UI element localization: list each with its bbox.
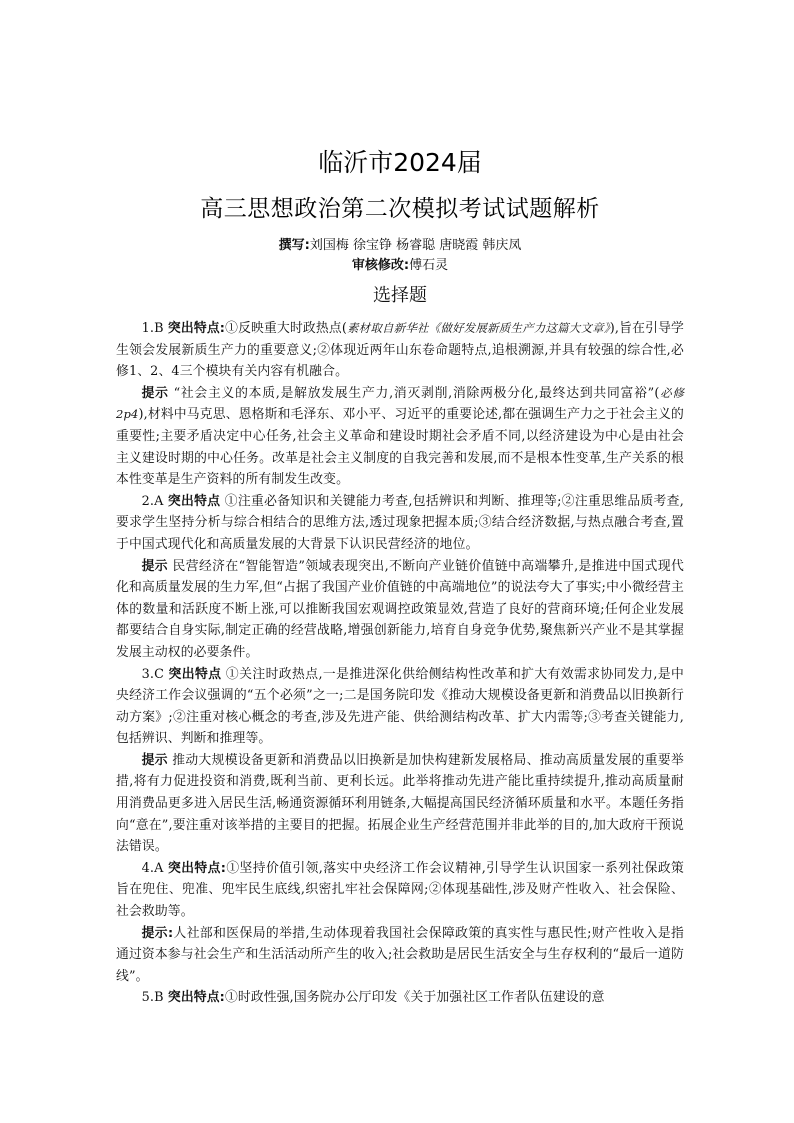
source-note: 必修2p4 — [116, 385, 684, 422]
hint-label: 提示 — [141, 385, 169, 401]
item-2-feature — [116, 491, 684, 556]
item-2-hint — [116, 556, 684, 664]
item-3-feature — [116, 664, 684, 750]
item-3-hint — [116, 750, 684, 858]
feature-text: ①反映重大时政热点( — [225, 321, 347, 336]
feature-text: ①关注时政热点,一是推进深化供给侧结构性改革和扩大有效需求协同发力,是中央经济工作会议强调的“五个必须”之一;二是国务院印发《推动大规模设备更新和消费品以旧换新行动方案》;②注重对核心概念的考查,涉及先进产能、供给测结构改革、扩大内需等;③考查关键能力,包括辨识、判断和推理等。 — [116, 666, 685, 747]
feature-label: 突出特点 — [167, 493, 221, 509]
hint-label: 提示 — [141, 752, 168, 768]
hint-label: 提示: — [141, 925, 174, 941]
source-note: 素材取自新华社《做好发展新质生产力这篇大文章》 — [346, 321, 610, 335]
item-number: 5.B — [141, 990, 164, 1006]
hint-text: 人社部和医保局的举措,生动体现着我国社会保障政策的真实性与惠民性;财产性收入是指通过资本参与社会生产和生活活动所产生的收入;社会救助是居民生活安全与生存权利的“最后一道防线”。 — [116, 925, 684, 984]
item-number: 3.C — [141, 666, 165, 682]
item-1-feature — [116, 318, 684, 383]
feature-label: 突出特点 — [168, 666, 222, 682]
item-number: 1.B — [141, 321, 164, 336]
authors: 刘国梅 徐宝铮 杨睿聪 唐晓霞 韩庆凤 — [309, 238, 522, 253]
item-4-feature — [116, 858, 684, 923]
feature-label: 突出特点: — [167, 321, 226, 336]
section-title: 选择题 — [373, 285, 427, 306]
hint-text: 推动大规模设备更新和消费品以旧换新是加快构建新发展格局、推动高质量发展的重要举措,将有力促进投资和消费,既利当前、更利长远。此举将推动先进产能比重持续提升,推动高质量耐用消费品更多进入居民生活,畅通资源循环利用链条,大幅提高国民经济循环质量和水平。本题任务指向“意在”,要注重对该举措的主要目的把握。拓展企业生产经营范围并非此举的目的,加大政府干预说法错误。 — [116, 752, 684, 855]
item-4-hint — [116, 923, 684, 988]
hint-label: 提示 — [141, 558, 169, 574]
hint-text: 民营经济在“智能智造”领域表现突出,不断向产业链价值链中高端攀升,是推进中国式现代化和高质量发展的生力军,但“占据了我国产业价值链的中高端地位”的说法夸大了事实;中小微经营主体的数量和活跃度不断上涨,可以推断我国宏观调控政策显效,营造了良好的营商环境;任何企业发展都要结合自身实际,制定正确的经营战略,增强创新能力,培育自身竞争优势,聚焦新兴产业不是其掌握发展主动权的必要条件。 — [116, 558, 684, 660]
hint-text: ),材料中马克思、恩格斯和毛泽东、邓小平、习近平的重要论述,都在强调生产力之于社会主义的重要性;主要矛盾决定中心任务,社会主义革命和建设时期社会矛盾不同,以经济建设为中心是由社会主义建设时期的中心任务。改革是社会主义制度的自我完善和发展,而不是根本性变革,生产关系的根本性变革是生产资料的所有制发生改变。 — [116, 407, 684, 488]
item-1-hint — [116, 383, 684, 491]
hint-text: “社会主义的本质,是解放发展生产力,消灭剥削,消除两极分化,最终达到共同富裕”( — [173, 385, 660, 401]
item-number: 2.A — [141, 493, 164, 509]
authors-line — [116, 236, 684, 256]
authors-label: 撰写: — [278, 238, 310, 253]
document-page — [116, 148, 684, 1009]
reviewer-line — [116, 256, 684, 276]
document-subtitle: 高三思想政治第二次模拟考试试题解析 — [200, 196, 600, 222]
feature-text: ①注重必备知识和关键能力考查,包括辨识和判断、推理等;②注重思维品质考查,要求学生坚持分析与综合相结合的思维方法,透过现象把握本质;③结合经济数据,与热点融合考查,置于中国式现代化和高质量发展的大背景下认识民营经济的地位。 — [116, 493, 685, 552]
reviewer: 傅石灵 — [409, 258, 449, 273]
feature-label: 突出特点: — [167, 860, 227, 876]
feature-text: ①坚持价值引领,落实中央经济工作会议精神,引导学生认识国家一系列社保政策旨在兜住、兜准、兜牢民生底线,织密扎牢社会保障网;②体现基础性,涉及财产性收入、社会保险、社会救助等。 — [116, 860, 684, 920]
feature-text: ),旨在引导学生领会发展新质生产力的重要意义;②体现近两年山东卷命题特点,追根溯源,并具有较强的综合性,必修1、2、4三个模块有关内容有机融合。 — [116, 321, 684, 380]
item-5-feature — [116, 987, 684, 1009]
reviewer-label: 审核修改: — [351, 258, 410, 273]
document-title: 临沂市2024届 — [318, 148, 482, 177]
item-number: 4.A — [141, 860, 164, 876]
feature-text: ①时政性强,国务院办公厅印发《关于加强社区工作者队伍建设的意 — [224, 990, 605, 1006]
feature-label: 突出特点: — [167, 990, 225, 1006]
